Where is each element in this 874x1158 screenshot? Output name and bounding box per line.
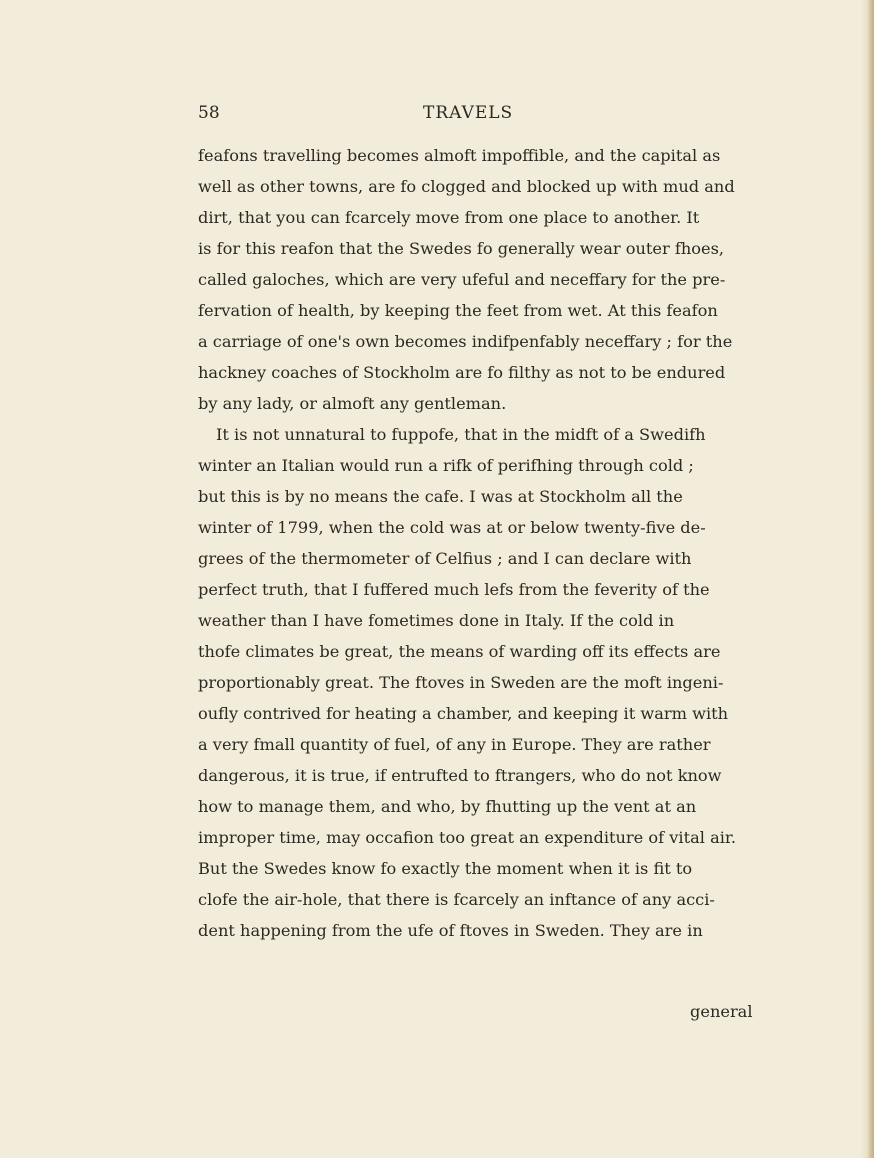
text-line: winter of 1799, when the cold was at or below twenty-five de-: [198, 518, 706, 537]
text-line: But the Swedes know fo exactly the moment when it is fit to: [198, 859, 693, 878]
text-line: hackney coaches of Stockholm are fo filthy as not to be endured: [198, 363, 726, 382]
catchword: general: [690, 1002, 753, 1021]
text-line: fervation of health, by keeping the feet from wet. At this feafon: [198, 301, 718, 320]
text-line: is for this reafon that the Swedes fo generally wear outer fhoes,: [198, 239, 725, 258]
text-line: a carriage of one's own becomes indifpenfably neceffary ; for the: [198, 332, 733, 351]
text-line: weather than I have fometimes done in Italy. If the cold in: [198, 611, 675, 630]
text-line: perfect truth, that I fuffered much lefs from the feverity of the: [198, 580, 710, 599]
page-header: [198, 103, 764, 127]
page-edge: [868, 0, 874, 1158]
running-head: TRAVELS: [423, 103, 514, 123]
text-line: improper time, may occafion too great an expenditure of vital air.: [198, 828, 737, 847]
text-line: grees of the thermometer of Celfius ; and I can declare with: [198, 549, 692, 568]
page-number: 58: [198, 103, 220, 123]
text-line: by any lady, or almoft any gentleman.: [198, 394, 507, 413]
body-text: [198, 140, 764, 946]
text-line: oufly contrived for heating a chamber, and keeping it warm with: [198, 704, 729, 723]
text-line: a very fmall quantity of fuel, of any in Europe. They are rather: [198, 735, 711, 754]
text-line: dangerous, it is true, if entrufted to ftrangers, who do not know: [198, 766, 722, 785]
text-line: but this is by no means the cafe. I was at Stockholm all the: [198, 487, 683, 506]
text-line: clofe the air-hole, that there is fcarcely an inftance of any acci-: [198, 890, 715, 909]
text-line: how to manage them, and who, by fhutting up the vent at an: [198, 797, 697, 816]
text-line: thofe climates be great, the means of warding off its effects are: [198, 642, 721, 661]
text-line: dirt, that you can fcarcely move from one place to another. It: [198, 208, 700, 227]
text-line: It is not unnatural to fuppofe, that in the midft of a Swedifh: [216, 425, 706, 444]
text-line: well as other towns, are fo clogged and blocked up with mud and: [198, 177, 735, 196]
text-line: winter an Italian would run a rifk of perifhing through cold ;: [198, 456, 694, 475]
text-line: dent happening from the ufe of ftoves in Sweden. They are in: [198, 921, 703, 940]
text-line: called galoches, which are very ufeful and neceffary for the pre-: [198, 270, 726, 289]
text-line: proportionably great. The ftoves in Sweden are the moft ingeni-: [198, 673, 724, 692]
text-line: feafons travelling becomes almoft impoffible, and the capital as: [198, 146, 721, 165]
